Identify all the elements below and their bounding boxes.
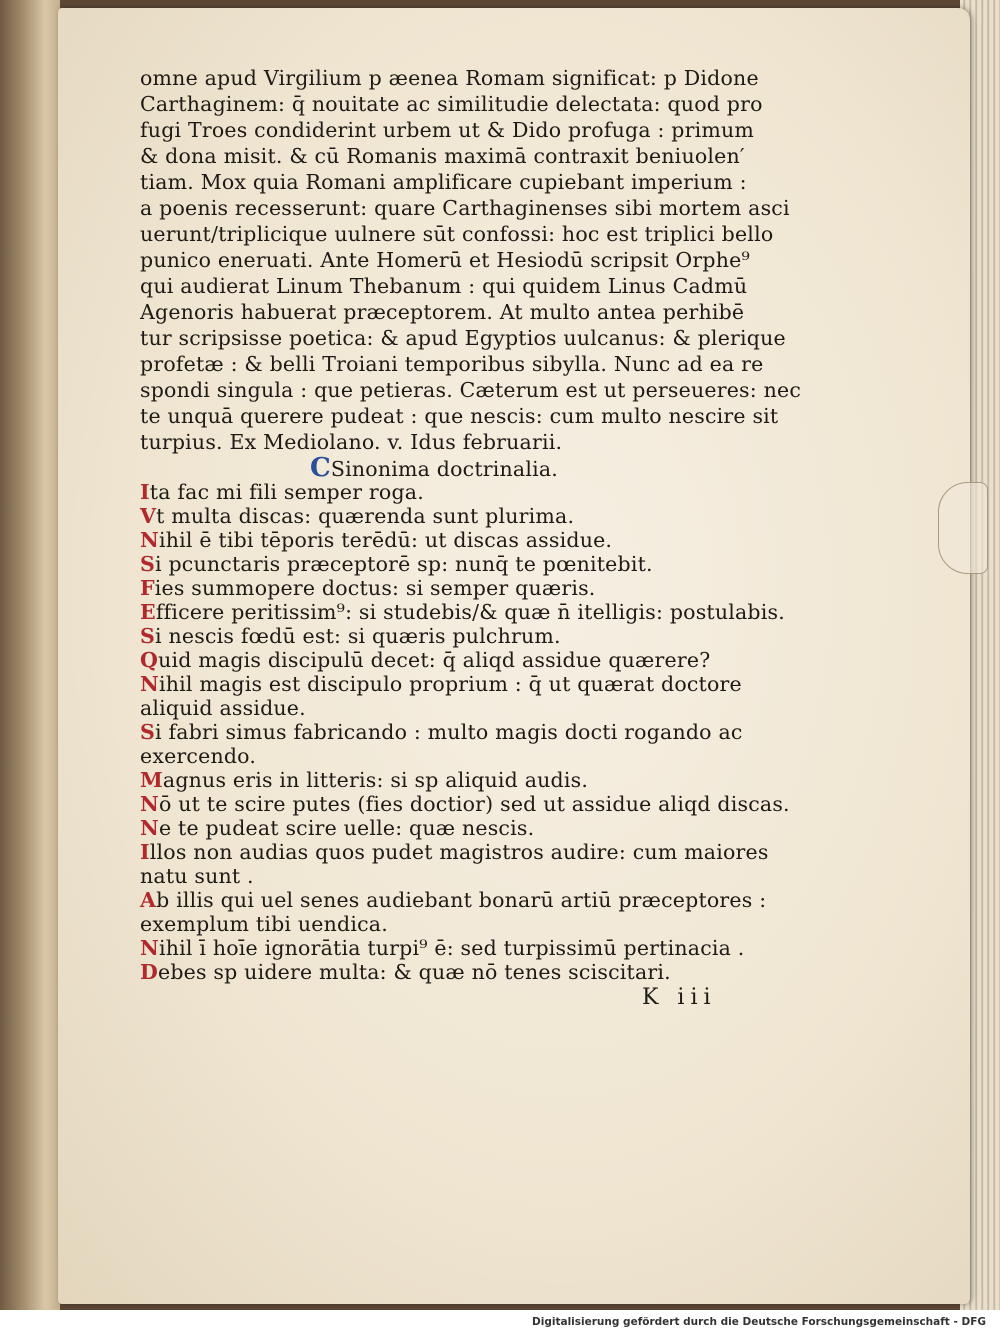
maxim-line: Nihil ē tibi tēporis terēdū: ut discas assidue. <box>140 528 613 552</box>
maxim-line: Nihil magis est discipulo proprium : q̄ ut quærat doctore <box>140 672 742 696</box>
signature-mark: K iii <box>642 985 717 1010</box>
credit-bar <box>0 1310 1000 1338</box>
letter-line: omne apud Virgilium p æenea Romam significat: p Didone <box>140 66 759 90</box>
maxim-line: Fies summopere doctus: si semper quæris. <box>140 576 596 600</box>
rubricated-initial: A <box>140 888 157 912</box>
rubricated-initial: I <box>140 840 150 864</box>
pilcrow-mark: C <box>310 453 331 483</box>
letter-line: & dona misit. & cū Romanis maximā contraxit beniuolen′ <box>140 144 745 168</box>
maxim-line: Vt multa discas: quærenda sunt plurima. <box>140 504 575 528</box>
rubricated-initial: N <box>140 528 159 552</box>
letter-line: tur scripsisse poetica: & apud Egyptios uulcanus: & plerique <box>140 326 786 350</box>
maxim-line: Si nescis fœdū est: si quæris pulchrum. <box>140 624 561 648</box>
rubricated-initial: M <box>140 768 163 792</box>
credit-text: Digitalisierung gefördert durch die Deutsche Forschungsgemeinschaft - DFG <box>532 1316 986 1328</box>
letter-line: turpius. Ex Mediolano. v. Idus februarii. <box>140 430 563 454</box>
maxim-line: Si fabri simus fabricando : multo magis docti rogando ac <box>140 720 743 744</box>
rubricated-initial: N <box>140 792 159 816</box>
maxim-line: Ita fac mi fili semper roga. <box>140 480 424 504</box>
letter-line: punico eneruati. Ante Homerū et Hesiodū scripsit Orphe⁹ <box>140 248 750 272</box>
letter-line: qui audierat Linum Thebanum : qui quidem Linus Cadmū <box>140 274 748 298</box>
section-heading <box>310 453 559 483</box>
letter-line: fugi Troes condiderint urbem ut & Dido profuga : primum <box>140 118 755 142</box>
rubricated-initial: S <box>140 720 156 744</box>
rubricated-initial: D <box>140 960 158 984</box>
maxim-line: Nihil ī hoīe ignorātia turpi⁹ ē: sed turpissimū pertinacia . <box>140 936 745 960</box>
maxim-line: Debes sp uidere multa: & quæ nō tenes sciscitari. <box>140 960 671 984</box>
maxim-line: Magnus eris in litteris: si sp aliquid audis. <box>140 768 589 792</box>
maxim-line: exercendo. <box>140 744 257 768</box>
letter-line: profetæ : & belli Troiani temporibus sibylla. Nunc ad ea re <box>140 352 764 376</box>
rubricated-initial: S <box>140 624 156 648</box>
rubricated-initial: Q <box>140 648 159 672</box>
letter-line: te unquā querere pudeat : que nescis: cum multo nescire sit <box>140 404 779 428</box>
maxim-line: natu sunt . <box>140 864 254 888</box>
rubricated-initial: N <box>140 816 159 840</box>
maxim-line: Quid magis discipulū decet: q̄ aliqd assidue quærere? <box>140 648 711 672</box>
maxim-line: Si pcunctaris præceptorē sp: nunq̄ te pœnitebit. <box>140 552 653 576</box>
facing-page-edge <box>0 0 60 1310</box>
maxim-line: Nō ut te scire putes (fies doctior) sed ut assidue aliqd discas. <box>140 792 790 816</box>
rubricated-initial: V <box>140 504 157 528</box>
letter-line: a poenis recesserunt: quare Carthaginenses sibi mortem asci <box>140 196 790 220</box>
rubricated-initial: E <box>140 600 156 624</box>
rubricated-initial: N <box>140 672 159 696</box>
letter-line: spondi singula : que petieras. Cæterum est ut perseueres: nec <box>140 378 802 402</box>
heading-text: Sinonima doctrinalia. <box>330 457 559 481</box>
maxim-line: aliquid assidue. <box>140 696 306 720</box>
letter-line: uerunt/triplicique uulnere sūt confossi: hoc est triplici bello <box>140 222 774 246</box>
maxim-line: Illos non audias quos pudet magistros audire: cum maiores <box>140 840 769 864</box>
letter-line: tiam. Mox quia Romani amplificare cupiebant imperium : <box>140 170 747 194</box>
maxim-line: Efficere peritissim⁹: si studebis/& quæ n̄ itelligis: postulabis. <box>140 600 785 624</box>
rubricated-initial: S <box>140 552 156 576</box>
rubricated-initial: I <box>140 480 150 504</box>
maxim-line: Ne te pudeat scire uelle: quæ nescis. <box>140 816 535 840</box>
maxim-line: Ab illis qui uel senes audiebant bonarū artiū præceptores : <box>140 888 767 912</box>
rubricated-initial: N <box>140 936 159 960</box>
rubricated-initial: F <box>140 576 155 600</box>
maxim-line: exemplum tibi uendica. <box>140 912 388 936</box>
letter-line: Agenoris habuerat præceptorem. At multo antea perhibē <box>140 300 745 324</box>
page-clip-mark <box>938 482 988 574</box>
letter-line: Carthaginem: q̄ nouitate ac similitudie delectata: quod pro <box>140 92 763 116</box>
